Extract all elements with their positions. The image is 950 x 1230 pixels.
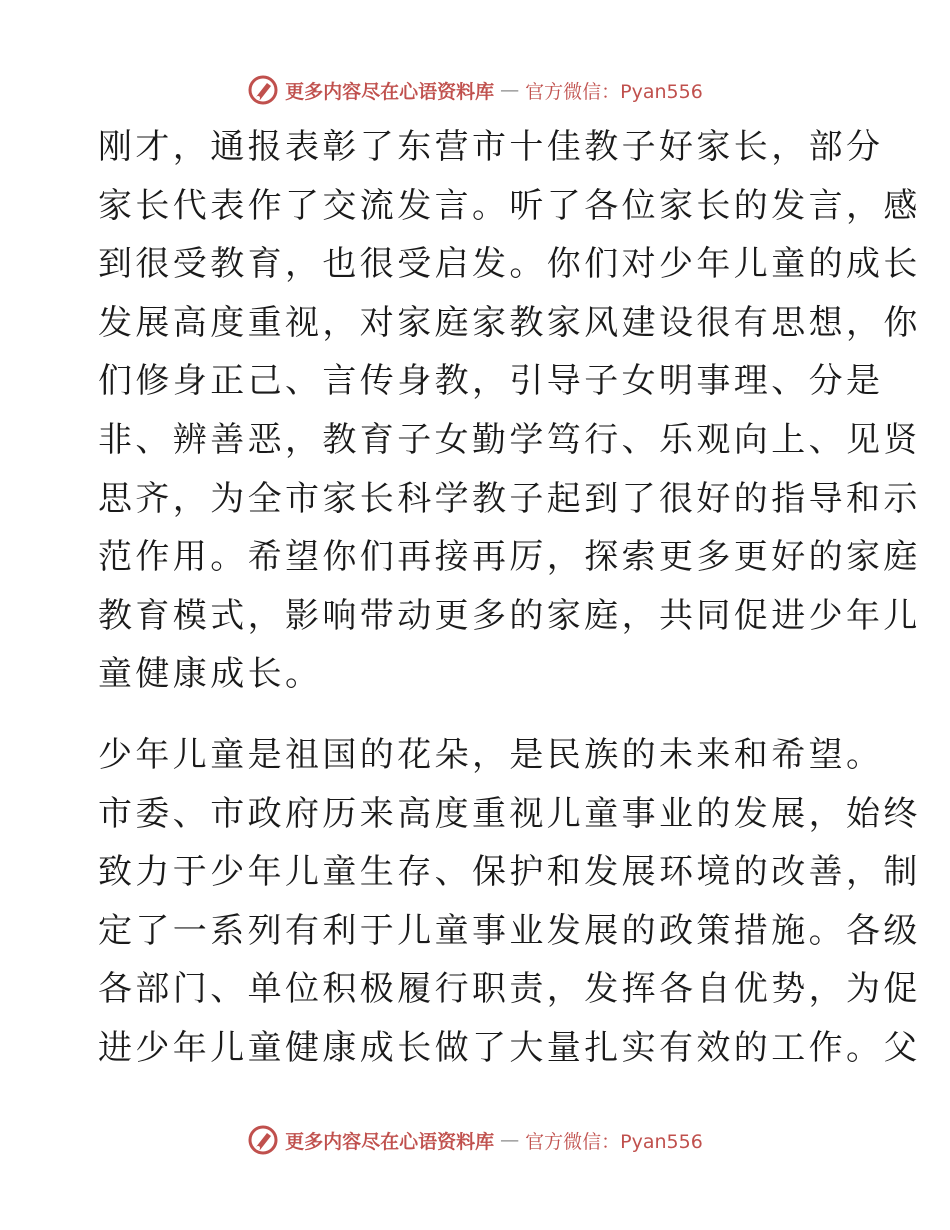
- text-line: 们修身正己、言传身教，引导子女明事理、分是: [98, 361, 884, 402]
- text-line: 发展高度重视，对家庭家教家风建设很有思想，你: [98, 302, 921, 343]
- text-line: 范作用。希望你们再接再厉，探索更多更好的家庭: [98, 537, 921, 578]
- watermark-official-text: 官方微信：Pyan556: [525, 1130, 703, 1153]
- text-line: 童健康成长。: [98, 654, 323, 695]
- document-body: [98, 118, 921, 1100]
- watermark-dash: —: [500, 1129, 520, 1151]
- watermark-main-text: 更多内容尽在心语资料库: [285, 1130, 495, 1153]
- footer-watermark: [0, 1120, 950, 1160]
- text-line: 到很受教育，也很受启发。你们对少年儿童的成长: [98, 244, 921, 285]
- watermark-main-text: 更多内容尽在心语资料库: [285, 80, 495, 103]
- pen-circle-logo-icon: [247, 1124, 279, 1156]
- text-line: 市委、市政府历来高度重视儿童事业的发展，始终: [98, 793, 921, 834]
- pen-circle-logo-icon: [247, 74, 279, 106]
- text-line: 各部门、单位积极履行职责，发挥各自优势，为促: [98, 969, 921, 1010]
- text-line: 思齐，为全市家长科学教子起到了很好的指导和示: [98, 478, 921, 519]
- watermark-dash: —: [500, 79, 520, 101]
- text-line: 进少年儿童健康成长做了大量扎实有效的工作。父: [98, 1027, 921, 1068]
- watermark-official-text: 官方微信：Pyan556: [525, 80, 703, 103]
- text-line: 少年儿童是祖国的花朵，是民族的未来和希望。: [98, 734, 884, 775]
- header-watermark: [0, 70, 950, 110]
- paragraph-1: [98, 118, 921, 704]
- text-line: 刚才，通报表彰了东营市十佳教子好家长，部分: [98, 127, 884, 167]
- text-line: 家长代表作了交流发言。听了各位家长的发言，感: [98, 185, 921, 226]
- text-line: 非、辨善恶，教育子女勤学笃行、乐观向上、见贤: [98, 419, 921, 460]
- text-line: 定了一系列有利于儿童事业发展的政策措施。各级: [98, 910, 921, 951]
- text-line: 致力于少年儿童生存、保护和发展环境的改善，制: [98, 852, 921, 893]
- paragraph-2: [98, 726, 921, 1078]
- text-line: 教育模式，影响带动更多的家庭，共同促进少年儿: [98, 595, 921, 636]
